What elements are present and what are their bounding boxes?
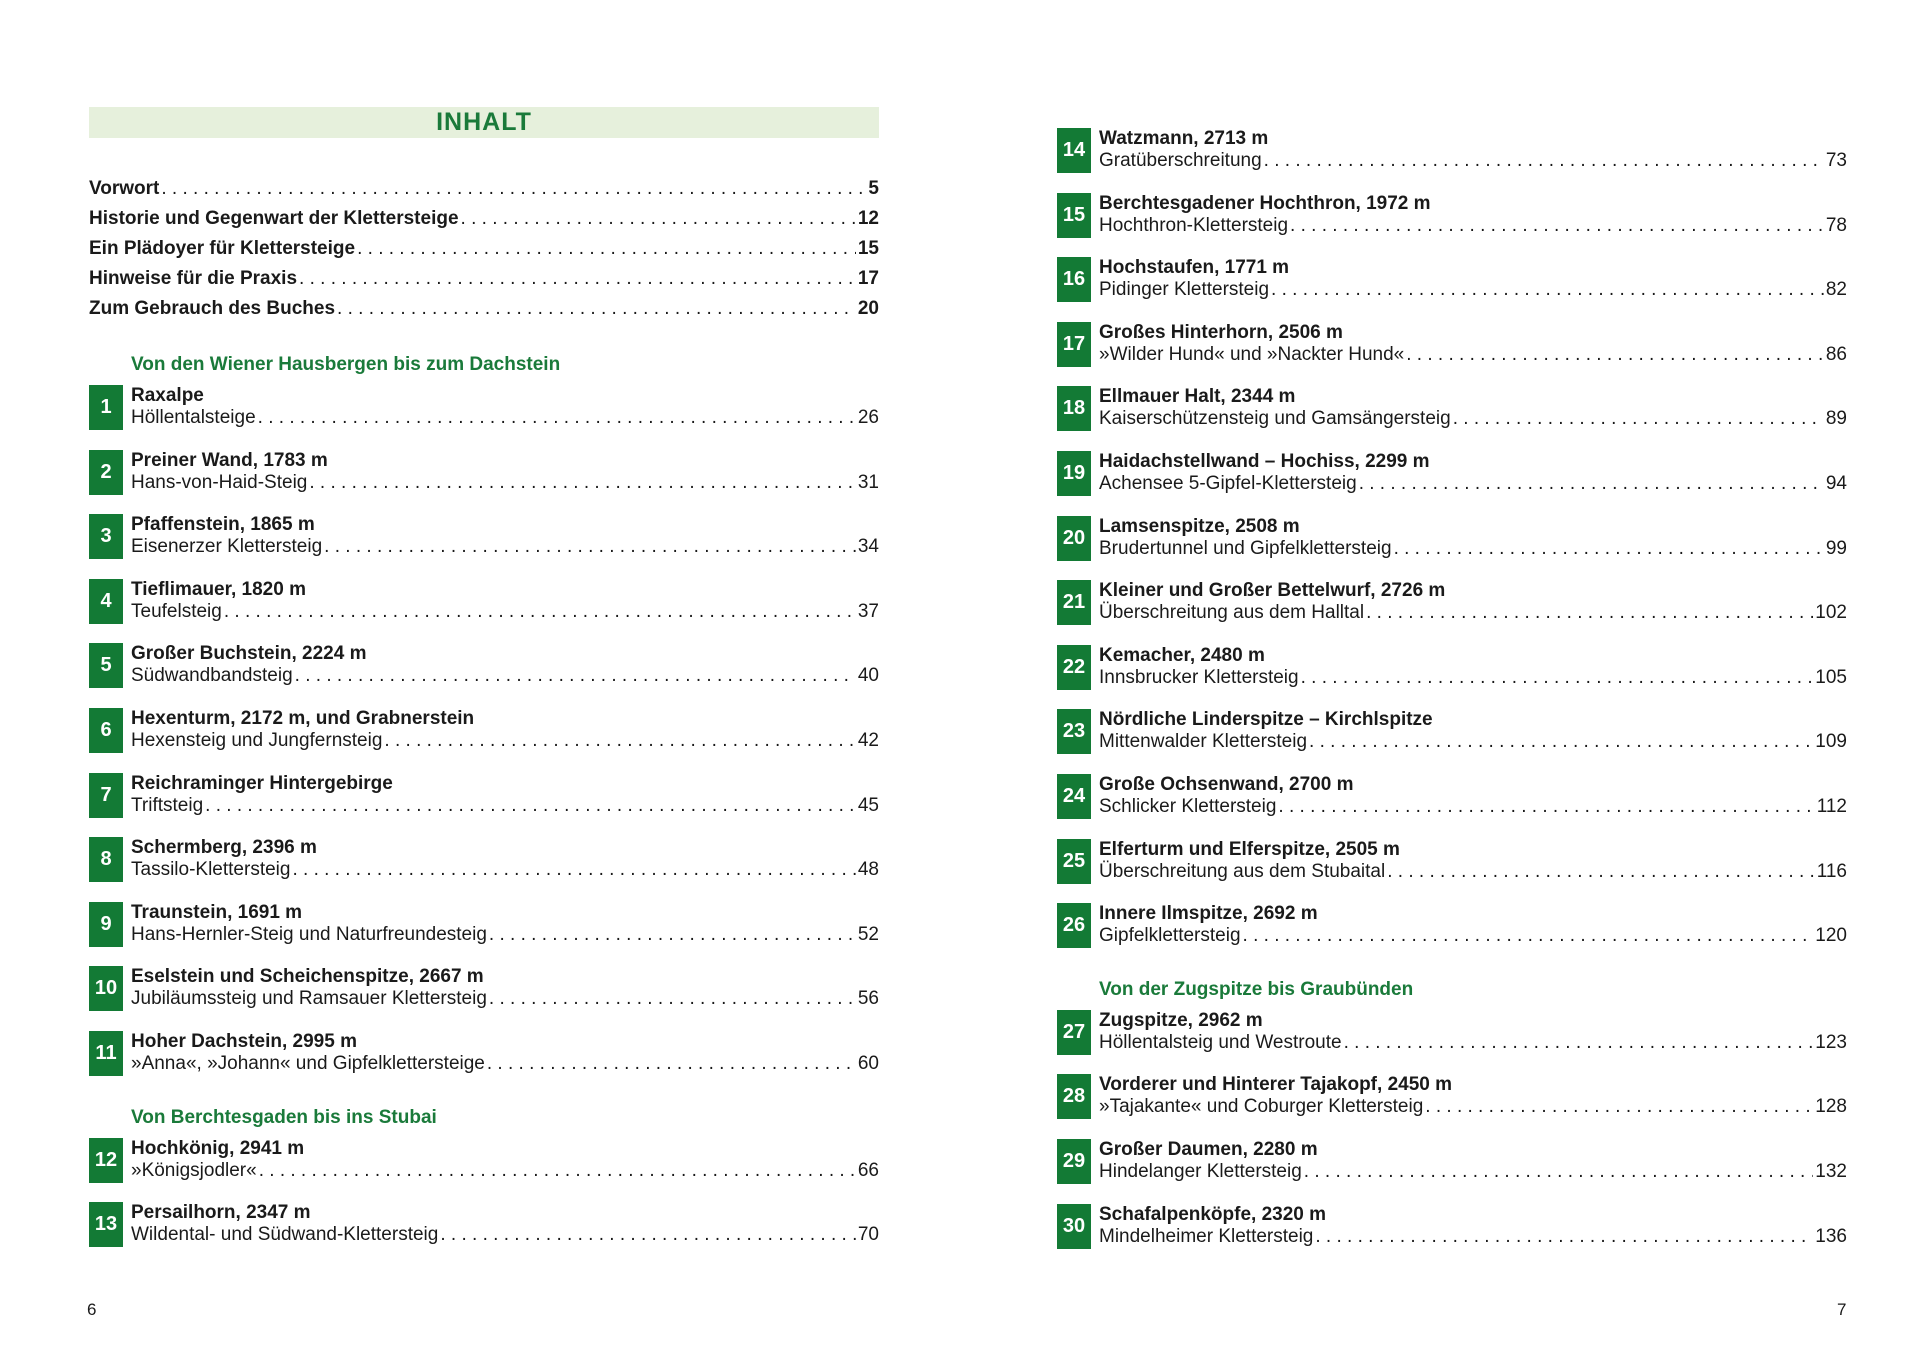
dot-leader — [489, 988, 856, 1010]
dot-leader — [1425, 1096, 1813, 1118]
entry-title: Persailhorn, 2347 m — [131, 1202, 311, 1224]
entry-list — [89, 1138, 879, 1267]
route-number-badge: 7 — [89, 773, 123, 818]
dot-leader — [1387, 861, 1814, 883]
dot-leader — [1243, 925, 1814, 947]
page-number: 89 — [1825, 408, 1847, 430]
dot-leader — [1309, 731, 1813, 753]
entry-subtitle-row — [1099, 150, 1847, 172]
entry-subtitle: Gipfelklettersteig — [1099, 925, 1241, 947]
dot-leader — [324, 536, 856, 558]
entry-subtitle-row — [1099, 344, 1847, 366]
entry-text — [131, 450, 879, 515]
intro-label: Ein Plädoyer für Klettersteige — [89, 238, 356, 259]
toc-entry[interactable] — [1057, 1139, 1847, 1204]
toc-entry[interactable] — [1057, 516, 1847, 581]
entry-subtitle: Südwandbandsteig — [131, 665, 293, 687]
dot-leader — [295, 665, 856, 687]
entry-text — [1099, 1139, 1847, 1204]
entry-title: Großer Daumen, 2280 m — [1099, 1138, 1318, 1160]
entry-text — [1099, 1010, 1847, 1075]
entry-text — [131, 579, 879, 644]
route-number-badge: 5 — [89, 643, 123, 688]
entry-subtitle: Wildental- und Südwand-Klettersteig — [131, 1224, 439, 1246]
entry-title: Zugspitze, 2962 m — [1099, 1009, 1263, 1031]
toc-entry[interactable] — [1057, 1010, 1847, 1075]
entry-title: Pfaffenstein, 1865 m — [131, 514, 315, 536]
intro-label: Historie und Gegenwart der Klettersteige — [89, 208, 459, 229]
entry-title: Kemacher, 2480 m — [1099, 644, 1265, 666]
dot-leader — [487, 1053, 856, 1075]
dot-leader — [1394, 538, 1824, 560]
page-number: 26 — [857, 407, 879, 428]
page-number: 5 — [868, 178, 879, 199]
entry-subtitle: Tassilo-Klettersteig — [131, 859, 291, 881]
entry-text — [131, 514, 879, 579]
toc-entry[interactable] — [1057, 903, 1847, 968]
entry-subtitle: Kaiserschützensteig und Gamsängersteig — [1099, 408, 1451, 430]
route-number-badge: 23 — [1057, 709, 1091, 754]
entry-subtitle-row — [1099, 1096, 1847, 1118]
entry-title: Hochstaufen, 1771 m — [1099, 257, 1290, 279]
entry-title: Hochkönig, 2941 m — [131, 1137, 305, 1159]
entry-subtitle: Überschreitung aus dem Stubaital — [1099, 860, 1386, 882]
dot-leader — [161, 174, 866, 204]
entry-text — [1099, 128, 1847, 193]
entry-subtitle-row — [131, 730, 879, 752]
page-number: 31 — [857, 471, 879, 493]
entry-text — [131, 708, 879, 773]
section-heading: Von der Zugspitze bis Graubünden — [1099, 978, 1414, 1000]
entry-text — [131, 1031, 879, 1096]
entry-title: Traunstein, 1691 m — [131, 901, 303, 923]
entry-title: Vorderer und Hinterer Tajakopf, 2450 m — [1099, 1074, 1453, 1096]
entry-text — [131, 1202, 879, 1267]
dot-leader — [1366, 602, 1813, 624]
entry-text — [1099, 1204, 1847, 1269]
page-number: 20 — [857, 298, 879, 319]
entry-subtitle-row — [1099, 538, 1847, 560]
route-number-badge: 10 — [89, 966, 123, 1011]
page-number: 60 — [857, 1052, 879, 1074]
intro-label: Hinweise für die Praxis — [89, 268, 298, 289]
page-number: 73 — [1825, 150, 1847, 171]
intro-label: Vorwort — [89, 178, 160, 199]
entry-subtitle-row — [1099, 215, 1847, 237]
entry-subtitle-row — [1099, 796, 1847, 818]
entry-subtitle: Hochthron-Klettersteig — [1099, 214, 1289, 236]
dot-leader — [299, 264, 856, 294]
toc-entry[interactable] — [89, 837, 879, 902]
entry-subtitle: Innsbrucker Klettersteig — [1099, 666, 1299, 688]
toc-entry[interactable] — [89, 450, 879, 515]
entry-subtitle-row — [1099, 1161, 1847, 1183]
entry-subtitle-row — [1099, 667, 1847, 689]
toc-entry[interactable] — [1057, 839, 1847, 904]
route-number-badge: 21 — [1057, 580, 1091, 625]
entry-subtitle-row — [131, 665, 879, 687]
toc-entry[interactable] — [1057, 451, 1847, 516]
toc-title: INHALT — [89, 107, 879, 138]
page-number: 120 — [1815, 925, 1847, 947]
toc-entry[interactable] — [1057, 580, 1847, 645]
entry-subtitle-row — [131, 988, 879, 1010]
entry-subtitle: Jubiläumssteig und Ramsauer Klettersteig — [131, 988, 487, 1010]
entry-text — [131, 643, 879, 708]
toc-entry[interactable] — [89, 902, 879, 967]
entry-subtitle: Höllentalsteig und Westroute — [1099, 1031, 1342, 1053]
entry-subtitle: Brudertunnel und Gipfelklettersteig — [1099, 537, 1392, 559]
route-number-badge: 27 — [1057, 1010, 1091, 1055]
entry-title: Nördliche Linderspitze – Kirchlspitze — [1099, 709, 1433, 731]
route-number-badge: 9 — [89, 902, 123, 947]
entry-list — [1057, 1010, 1847, 1268]
dot-leader — [337, 294, 856, 324]
entry-title: Großer Buchstein, 2224 m — [131, 643, 367, 665]
page-number: 132 — [1815, 1160, 1847, 1182]
toc-entry[interactable] — [89, 643, 879, 708]
dot-leader — [1304, 1161, 1814, 1183]
route-number-badge: 8 — [89, 837, 123, 882]
dot-leader — [292, 859, 855, 881]
intro-item[interactable] — [89, 174, 879, 204]
entry-text — [131, 773, 879, 838]
route-number-badge: 22 — [1057, 645, 1091, 690]
route-number-badge: 25 — [1057, 839, 1091, 884]
entry-text — [1099, 580, 1847, 645]
dot-leader — [1344, 1032, 1814, 1054]
entry-subtitle: Schlicker Klettersteig — [1099, 795, 1277, 817]
page-number: 102 — [1815, 602, 1847, 624]
entry-title: Raxalpe — [131, 385, 204, 406]
page-number: 34 — [857, 536, 879, 558]
entry-text — [1099, 451, 1847, 516]
route-number-badge: 29 — [1057, 1139, 1091, 1184]
toc-entry[interactable] — [1057, 709, 1847, 774]
entry-subtitle: Hans-von-Haid-Steig — [131, 471, 308, 493]
toc-entry[interactable] — [89, 966, 879, 1031]
entry-subtitle-row — [1099, 1226, 1847, 1248]
page-number: 17 — [857, 268, 879, 289]
entry-list — [89, 385, 879, 1096]
entry-subtitle-row — [131, 795, 879, 817]
toc-entry[interactable] — [1057, 257, 1847, 322]
entry-text — [1099, 709, 1847, 774]
toc-entry[interactable] — [89, 1031, 879, 1096]
entry-subtitle: »Wilder Hund« und »Nackter Hund« — [1099, 343, 1405, 365]
toc-entry[interactable] — [1057, 645, 1847, 710]
entry-subtitle-row — [131, 536, 879, 558]
entry-title: Watzmann, 2713 m — [1099, 128, 1269, 149]
page-number: 42 — [857, 729, 879, 751]
entry-title: Berchtesgadener Hochthron, 1972 m — [1099, 192, 1431, 214]
toc-entry[interactable] — [1057, 322, 1847, 387]
entry-list — [1057, 128, 1847, 968]
right-toc-column — [1057, 128, 1847, 1268]
page-number: 128 — [1815, 1096, 1847, 1118]
route-number-badge: 20 — [1057, 516, 1091, 561]
intro-item[interactable] — [89, 294, 879, 324]
entry-title: Kleiner und Großer Bettelwurf, 2726 m — [1099, 580, 1446, 602]
entry-text — [131, 966, 879, 1031]
entry-subtitle-row — [131, 924, 879, 946]
entry-subtitle: Mittenwalder Klettersteig — [1099, 731, 1308, 753]
route-number-badge: 24 — [1057, 774, 1091, 819]
entry-text — [1099, 839, 1847, 904]
route-number-badge: 15 — [1057, 193, 1091, 238]
toc-entry[interactable] — [89, 1202, 879, 1267]
dot-leader — [461, 204, 856, 234]
page-number: 82 — [1825, 279, 1847, 301]
entry-text — [1099, 516, 1847, 581]
entry-text — [1099, 774, 1847, 839]
entry-subtitle-row — [1099, 408, 1847, 430]
entry-subtitle-row — [1099, 861, 1847, 883]
entry-text — [1099, 1074, 1847, 1139]
dot-leader — [1453, 408, 1824, 430]
entry-text — [1099, 903, 1847, 968]
entry-subtitle: Überschreitung aus dem Halltal — [1099, 602, 1365, 624]
left-toc-column — [89, 107, 879, 1267]
entry-title: Schermberg, 2396 m — [131, 837, 317, 859]
toc-entry[interactable] — [1057, 1074, 1847, 1139]
page-number: 66 — [857, 1159, 879, 1181]
entry-title: Hoher Dachstein, 2995 m — [131, 1030, 357, 1052]
entry-subtitle: »Tajakante« und Coburger Klettersteig — [1099, 1096, 1424, 1118]
dot-leader — [1406, 344, 1824, 366]
dot-leader — [224, 601, 856, 623]
dot-leader — [1359, 473, 1824, 495]
entry-subtitle-row — [131, 1224, 879, 1246]
page-folio: 7 — [1837, 1300, 1847, 1319]
entry-text — [1099, 645, 1847, 710]
entry-subtitle: Mindelheimer Klettersteig — [1099, 1225, 1314, 1247]
route-number-badge: 4 — [89, 579, 123, 624]
entry-title: Schafalpenköpfe, 2320 m — [1099, 1203, 1327, 1225]
entry-title: Reichraminger Hintergebirge — [131, 772, 393, 794]
toc-entry[interactable] — [89, 385, 879, 450]
entry-title: Große Ochsenwand, 2700 m — [1099, 773, 1354, 795]
entry-subtitle: Hindelanger Klettersteig — [1099, 1160, 1302, 1182]
entry-text — [131, 385, 879, 450]
intro-list — [89, 174, 879, 324]
route-number-badge: 12 — [89, 1138, 123, 1183]
entry-subtitle-row — [131, 1053, 879, 1075]
toc-entry[interactable] — [1057, 386, 1847, 451]
page-number: 70 — [857, 1224, 879, 1246]
entry-text — [1099, 386, 1847, 451]
route-number-badge: 13 — [89, 1202, 123, 1247]
page-number: 136 — [1815, 1225, 1847, 1247]
entry-subtitle-row — [1099, 1032, 1847, 1054]
route-number-badge: 3 — [89, 514, 123, 559]
page-number: 45 — [857, 794, 879, 816]
route-number-badge: 1 — [89, 385, 123, 430]
route-number-badge: 6 — [89, 708, 123, 753]
entry-title: Tieflimauer, 1820 m — [131, 578, 306, 600]
section-heading: Von den Wiener Hausbergen bis zum Dachstein — [131, 354, 561, 375]
page-number: 48 — [857, 859, 879, 881]
dot-leader — [205, 795, 856, 817]
entry-subtitle-row — [131, 859, 879, 881]
entry-text — [131, 902, 879, 967]
page-number: 123 — [1815, 1031, 1847, 1053]
entry-subtitle-row — [1099, 731, 1847, 753]
dot-leader — [1278, 796, 1814, 818]
page-number: 112 — [1816, 795, 1847, 817]
dot-leader — [1315, 1226, 1813, 1248]
entry-title: Elferturm und Elferspitze, 2505 m — [1099, 838, 1400, 860]
dot-leader — [1301, 667, 1814, 689]
entry-subtitle: »Königsjodler« — [131, 1159, 257, 1181]
intro-item[interactable] — [89, 204, 879, 234]
dot-leader — [258, 407, 856, 429]
page-number: 116 — [1816, 860, 1847, 882]
entry-text — [1099, 257, 1847, 322]
entry-title: Ellmauer Halt, 2344 m — [1099, 386, 1296, 408]
entry-subtitle: Triftsteig — [131, 794, 204, 816]
entry-title: Hexenturm, 2172 m, und Grabnerstein — [131, 707, 475, 729]
route-number-badge: 14 — [1057, 128, 1091, 173]
entry-subtitle: Höllentalsteige — [131, 407, 256, 428]
entry-subtitle-row — [131, 1160, 879, 1182]
entry-subtitle: Pidinger Klettersteig — [1099, 279, 1270, 301]
section-heading: Von Berchtesgaden bis ins Stubai — [131, 1106, 437, 1128]
route-number-badge: 17 — [1057, 322, 1091, 367]
entry-title: Lamsenspitze, 2508 m — [1099, 515, 1300, 537]
entry-subtitle: Gratüberschreitung — [1099, 150, 1262, 171]
dot-leader — [259, 1160, 856, 1182]
route-number-badge: 18 — [1057, 386, 1091, 431]
route-number-badge: 2 — [89, 450, 123, 495]
entry-title: Preiner Wand, 1783 m — [131, 449, 328, 471]
entry-subtitle: Achensee 5-Gipfel-Klettersteig — [1099, 472, 1357, 494]
dot-leader — [489, 924, 856, 946]
toc-entry[interactable] — [89, 514, 879, 579]
entry-text — [1099, 322, 1847, 387]
entry-subtitle-row — [131, 407, 879, 429]
entry-subtitle-row — [1099, 473, 1847, 495]
page-number: 15 — [857, 238, 879, 259]
toc-entry[interactable] — [1057, 774, 1847, 839]
page-number: 40 — [857, 665, 879, 687]
entry-subtitle-row — [1099, 602, 1847, 624]
dot-leader — [440, 1224, 856, 1246]
page-number: 78 — [1825, 214, 1847, 236]
toc-entry[interactable] — [89, 579, 879, 644]
route-number-badge: 30 — [1057, 1204, 1091, 1249]
entry-title: Innere Ilmspitze, 2692 m — [1099, 903, 1318, 925]
route-number-badge: 19 — [1057, 451, 1091, 496]
entry-subtitle-row — [131, 472, 879, 494]
entry-subtitle: Teufelsteig — [131, 600, 222, 622]
entry-title: Großes Hinterhorn, 2506 m — [1099, 321, 1343, 343]
toc-entry[interactable] — [1057, 193, 1847, 258]
route-number-badge: 28 — [1057, 1074, 1091, 1119]
toc-entry[interactable] — [1057, 1204, 1847, 1269]
toc-entry[interactable] — [89, 1138, 879, 1203]
page-number: 52 — [857, 923, 879, 945]
entry-subtitle: »Anna«, »Johann« und Gipfelklettersteige — [131, 1052, 485, 1074]
entry-subtitle: Eisenerzer Klettersteig — [131, 536, 323, 558]
right-page — [963, 0, 1926, 1359]
entry-subtitle-row — [1099, 925, 1847, 947]
intro-label: Zum Gebrauch des Buches — [89, 298, 336, 319]
toc-entry[interactable] — [89, 773, 879, 838]
entry-text — [1099, 193, 1847, 258]
entry-subtitle-row — [1099, 279, 1847, 301]
dot-leader — [384, 730, 855, 752]
page-number: 12 — [857, 208, 879, 229]
entry-subtitle: Hans-Hernler-Steig und Naturfreundesteig — [131, 923, 487, 945]
dot-leader — [1290, 215, 1824, 237]
page-number: 86 — [1825, 343, 1847, 365]
page-folio: 6 — [87, 1300, 97, 1319]
entry-subtitle: Hexensteig und Jungfernsteig — [131, 729, 383, 751]
entry-subtitle-row — [131, 601, 879, 623]
route-number-badge: 26 — [1057, 903, 1091, 948]
page-number: 94 — [1825, 472, 1847, 494]
page-number: 37 — [857, 600, 879, 622]
toc-entry[interactable] — [89, 708, 879, 773]
dot-leader — [309, 472, 856, 494]
page-number: 56 — [857, 988, 879, 1010]
entry-text — [131, 837, 879, 902]
dot-leader — [357, 234, 856, 264]
route-number-badge: 11 — [89, 1031, 123, 1076]
toc-entry[interactable] — [1057, 128, 1847, 193]
page-number: 99 — [1825, 537, 1847, 559]
dot-leader — [1271, 279, 1824, 301]
entry-title: Eselstein und Scheichenspitze, 2667 m — [131, 966, 484, 988]
route-number-badge: 16 — [1057, 257, 1091, 302]
page-number: 109 — [1815, 731, 1847, 753]
intro-item[interactable] — [89, 234, 879, 264]
dot-leader — [1264, 150, 1824, 172]
page-number: 105 — [1815, 666, 1847, 688]
entry-title: Haidachstellwand – Hochiss, 2299 m — [1099, 450, 1430, 472]
intro-item[interactable] — [89, 264, 879, 294]
entry-text — [131, 1138, 879, 1203]
